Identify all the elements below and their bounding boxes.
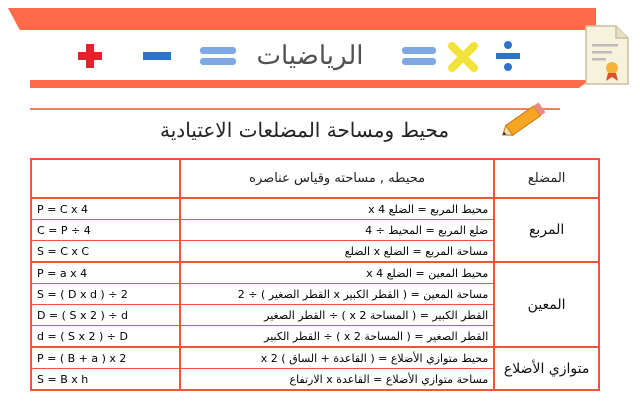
formula-cell: P = a x 4 <box>32 263 179 284</box>
header-banner-top <box>8 8 596 30</box>
description-cell: محيط المربع = الضلع x 4 <box>181 199 493 220</box>
formula-cell: P = C x 4 <box>32 199 179 220</box>
divide-icon <box>494 40 522 72</box>
section-heading: محيط ومساحة المضلعات الاعتيادية <box>160 118 450 142</box>
description-cell: ضلع المربع = المحيط ÷ 4 <box>181 220 493 241</box>
equals-icon <box>402 44 436 68</box>
header-shape: المضلع <box>494 159 599 198</box>
formula-cell: P = ( B + a ) x 2 <box>32 348 179 369</box>
table-row-parallelogram <box>31 347 599 390</box>
description-cell: القطر الصغير = ( المساحة x 2 ) ÷ القطر الكبير <box>264 329 489 343</box>
shape-name: متوازي الأضلاع <box>494 347 599 390</box>
formula-cell: S = C x C <box>37 244 90 258</box>
shape-name: المعين <box>494 262 599 347</box>
formula-cell: S = ( D x d ) ÷ 2 <box>32 284 179 305</box>
section-divider <box>30 108 560 110</box>
header-description: محيطه , مساحته وقياس عناصره <box>180 159 494 198</box>
description-cell: مساحة المعين = ( القطر الكبير x القطر الصغير ) ÷ 2 <box>181 284 493 305</box>
multiply-icon <box>448 42 478 72</box>
table-header-row <box>31 159 599 198</box>
description-cell: القطر الكبير = ( المساحة x 2 ) ÷ القطر الصغير <box>181 305 493 326</box>
table-row-rhombus <box>31 262 599 347</box>
page-title: الرياضيات <box>249 41 372 71</box>
formula-cell: C = P ÷ 4 <box>32 220 179 241</box>
description-cell: محيط المعين = الضلع x 4 <box>181 263 493 284</box>
formula-cell: S = B x h <box>37 372 89 386</box>
description-cell: محيط متوازي الأضلاع = ( القاعدة + الساق ) x 2 <box>181 348 493 369</box>
header-formula <box>31 159 180 198</box>
equals-icon <box>200 44 236 68</box>
formula-cell: d = ( S x 2 ) ÷ D <box>37 329 128 343</box>
formulas-table <box>30 158 600 391</box>
description-cell: مساحة المربع = الضلع x الضلع <box>344 244 489 258</box>
plus-icon <box>76 42 104 70</box>
minus-icon <box>142 50 172 62</box>
header-banner-bottom <box>30 80 590 88</box>
table-row-square <box>31 198 599 262</box>
document-certificate-icon <box>582 24 630 86</box>
description-cell: مساحة متوازي الأضلاع = القاعدة x الارتفاع <box>289 372 489 386</box>
page-title-box <box>236 36 384 76</box>
shape-name: المربع <box>494 198 599 262</box>
formula-cell: D = ( S x 2 ) ÷ d <box>32 305 179 326</box>
